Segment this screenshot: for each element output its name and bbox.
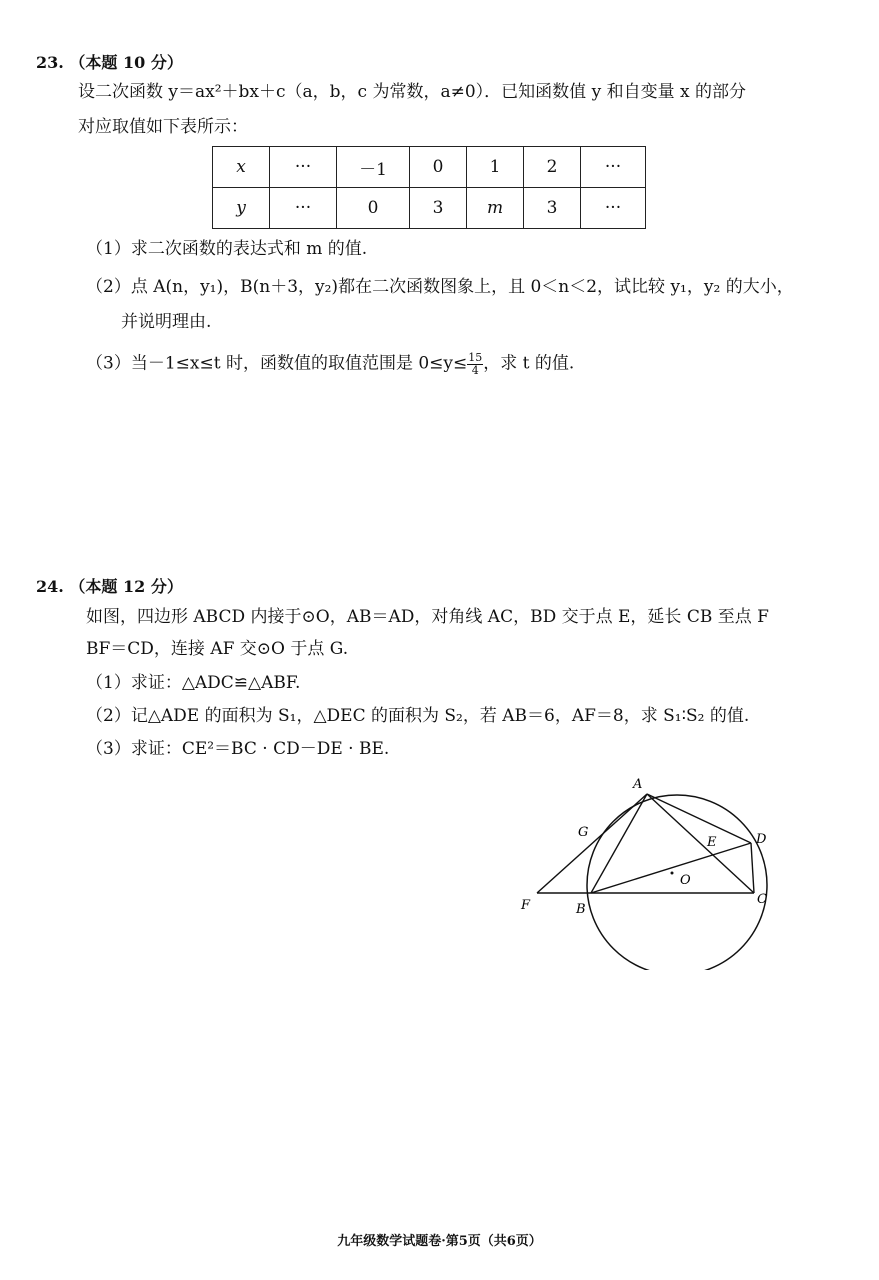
table-cell: ···	[270, 147, 337, 188]
q23-part3-post: ，求 t 的值.	[483, 353, 575, 374]
label-g: G	[578, 825, 589, 840]
q24-stem-line1: 如图，四边形 ABCD 内接于⊙O，AB＝AD，对角线 AC，BD 交于点 E，延长 CB 至点 F	[86, 607, 769, 627]
q23-stem-line2: 对应取值如下表所示：	[78, 117, 248, 137]
q24-number	[36, 574, 183, 597]
segment-dc	[751, 843, 754, 893]
q24-part1: （1）求证：△ADC≌△ABF.	[86, 673, 301, 693]
table-cell: ···	[581, 147, 646, 188]
table-cell: 0	[410, 147, 467, 188]
q23-number	[36, 50, 183, 73]
table-cell: －1	[337, 147, 410, 188]
table-cell: 2	[524, 147, 581, 188]
q23-part2-line2: 并说明理由.	[121, 312, 212, 332]
q23-part1: （1）求二次函数的表达式和 m 的值.	[86, 239, 368, 259]
q23-value-table	[212, 146, 646, 229]
label-c: C	[757, 892, 767, 907]
fraction-denominator: 4	[471, 363, 479, 377]
label-a: A	[633, 777, 643, 792]
q23-part2-line1: （2）点 A(n，y₁)，B(n＋3，y₂)都在二次函数图象上，且 0＜n＜2，试比较 y₁，y₂ 的大小，	[86, 277, 794, 297]
q24-score: （本题 12 分）	[69, 577, 183, 596]
table-cell: ···	[581, 188, 646, 229]
q24-number-text: 24.	[36, 577, 64, 596]
table-cell: 0	[337, 188, 410, 229]
label-e: E	[707, 835, 717, 850]
table-cell: 1	[467, 147, 524, 188]
table-cell: 3	[410, 188, 467, 229]
segment-af	[537, 794, 647, 893]
q23-part3-pre: （3）当－1≤x≤t 时，函数值的取值范围是 0≤y≤	[86, 353, 468, 374]
table-cell: y	[213, 188, 270, 229]
page-footer: 九年级数学试题卷·第5页（共6页）	[337, 1234, 542, 1249]
q24-geometry-figure	[510, 770, 790, 970]
table-row-x	[213, 147, 646, 188]
table-cell: m	[467, 188, 524, 229]
q23-part3-fraction	[467, 352, 483, 376]
q24-stem-line2: BF＝CD，连接 AF 交⊙O 于点 G.	[86, 639, 349, 659]
center-dot	[671, 872, 674, 875]
q24-part2: （2）记△ADE 的面积为 S₁，△DEC 的面积为 S₂，若 AB＝6，AF＝8，求 S₁∶S₂ 的值.	[86, 706, 750, 726]
fraction-numerator: 15	[468, 351, 483, 364]
segment-ad	[647, 794, 751, 843]
label-o: O	[680, 873, 691, 888]
q23-score: （本题 10 分）	[69, 53, 183, 72]
label-b: B	[576, 902, 586, 917]
q24-part3: （3）求证：CE²＝BC · CD－DE · BE.	[86, 739, 390, 759]
label-f: F	[521, 898, 531, 913]
table-row-y	[213, 188, 646, 229]
table-cell: ···	[270, 188, 337, 229]
q23-stem-line1: 设二次函数 y＝ax²＋bx＋c（a，b，c 为常数，a≠0）．已知函数值 y 和自变量 x 的部分	[78, 82, 746, 102]
q23-number-text: 23.	[36, 53, 64, 72]
segment-ac	[647, 794, 754, 893]
q23-part3	[86, 352, 574, 376]
table-cell: 3	[524, 188, 581, 229]
table-cell: x	[213, 147, 270, 188]
label-d: D	[756, 832, 767, 847]
